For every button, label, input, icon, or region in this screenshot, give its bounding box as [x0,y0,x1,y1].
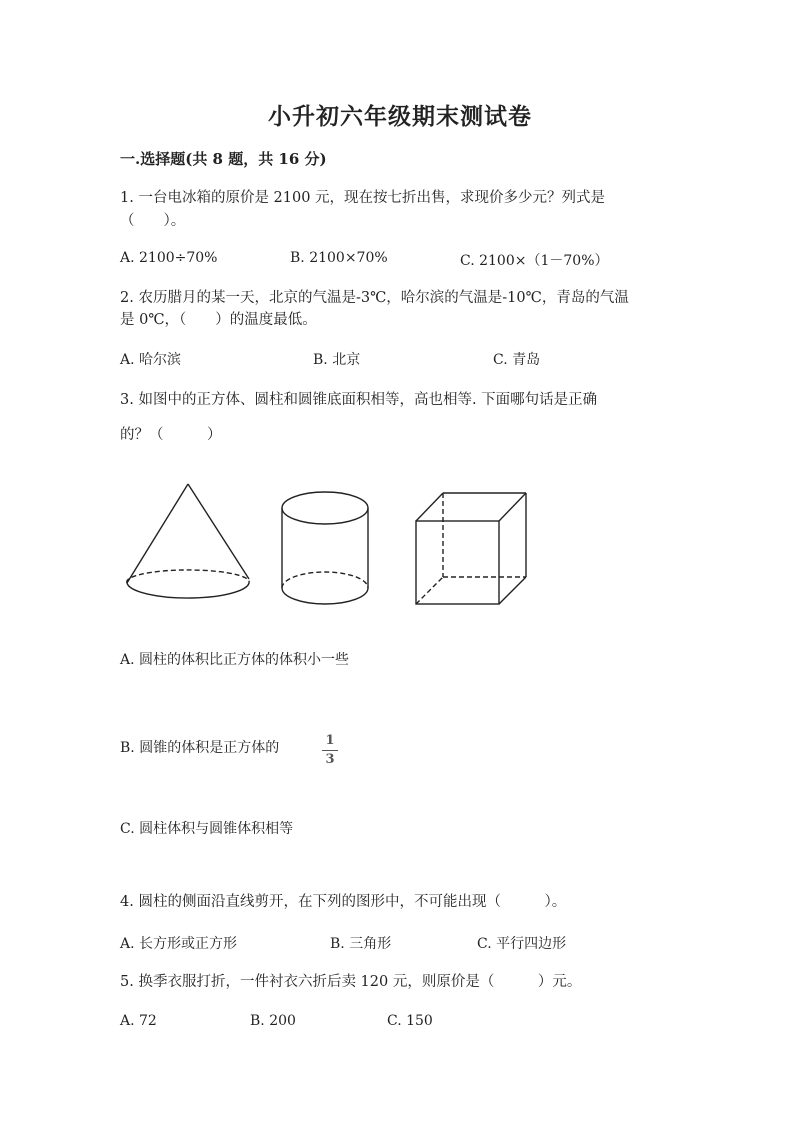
question-3-option-c: C. 圆柱体积与圆锥体积相等 [120,821,294,837]
cone-icon [127,484,249,598]
cube-icon [416,493,526,604]
page-title: 小升初六年级期末测试卷 [268,103,532,130]
question-3-stem-line1: 3. 如图中的正方体、圆柱和圆锥底面积相等，高也相等. 下面哪句话是正确 [120,392,598,408]
question-2-option-a: A. 哈尔滨 [120,352,182,368]
question-1-option-c: C. 2100×（1－70%） [460,253,609,269]
question-1-option-a: A. 2100÷70% [120,250,218,266]
question-2-stem-line2: 是 0℃，（ ）的温度最低。 [120,312,317,328]
question-5-option-c: C. 150 [387,1013,433,1029]
question-1-stem-line1: 1. 一台电冰箱的原价是 2100 元，现在按七折出售，求现价多少元？列式是 [120,190,606,206]
fraction-numerator: 1 [325,733,335,748]
fraction-denominator: 3 [325,752,335,767]
fraction-bar [322,750,338,751]
question-4-option-b: B. 三角形 [330,936,392,952]
fraction-one-third [322,733,338,768]
question-5-stem: 5. 换季衣服打折，一件衬衣六折后卖 120 元，则原价是（ ）元。 [120,974,582,990]
question-5-option-a: A. 72 [120,1013,157,1029]
question-3-option-b: B. 圆锥的体积是正方体的 [120,740,280,756]
question-4-option-c: C. 平行四边形 [477,936,567,952]
question-3-stem-line2: 的？（ ） [120,427,222,443]
cylinder-icon [282,492,368,604]
question-1-option-b: B. 2100×70% [290,250,388,266]
question-1-stem-line2: （ ）。 [120,213,186,229]
question-5-option-b: B. 200 [250,1013,296,1029]
question-4-option-a: A. 长方形或正方形 [120,936,238,952]
question-4-stem: 4. 圆柱的侧面沿直线剪开，在下列的图形中，不可能出现（ ）。 [120,894,567,910]
question-3-option-a: A. 圆柱的体积比正方体的体积小一些 [120,652,350,668]
question-2-option-b: B. 北京 [313,352,361,368]
question-2-option-c: C. 青岛 [493,352,541,368]
question-2-stem-line1: 2. 农历腊月的某一天，北京的气温是-3℃，哈尔滨的气温是-10℃，青岛的气温 [120,290,629,306]
section-heading: 一.选择题(共 8 题，共 16 分) [120,150,327,168]
